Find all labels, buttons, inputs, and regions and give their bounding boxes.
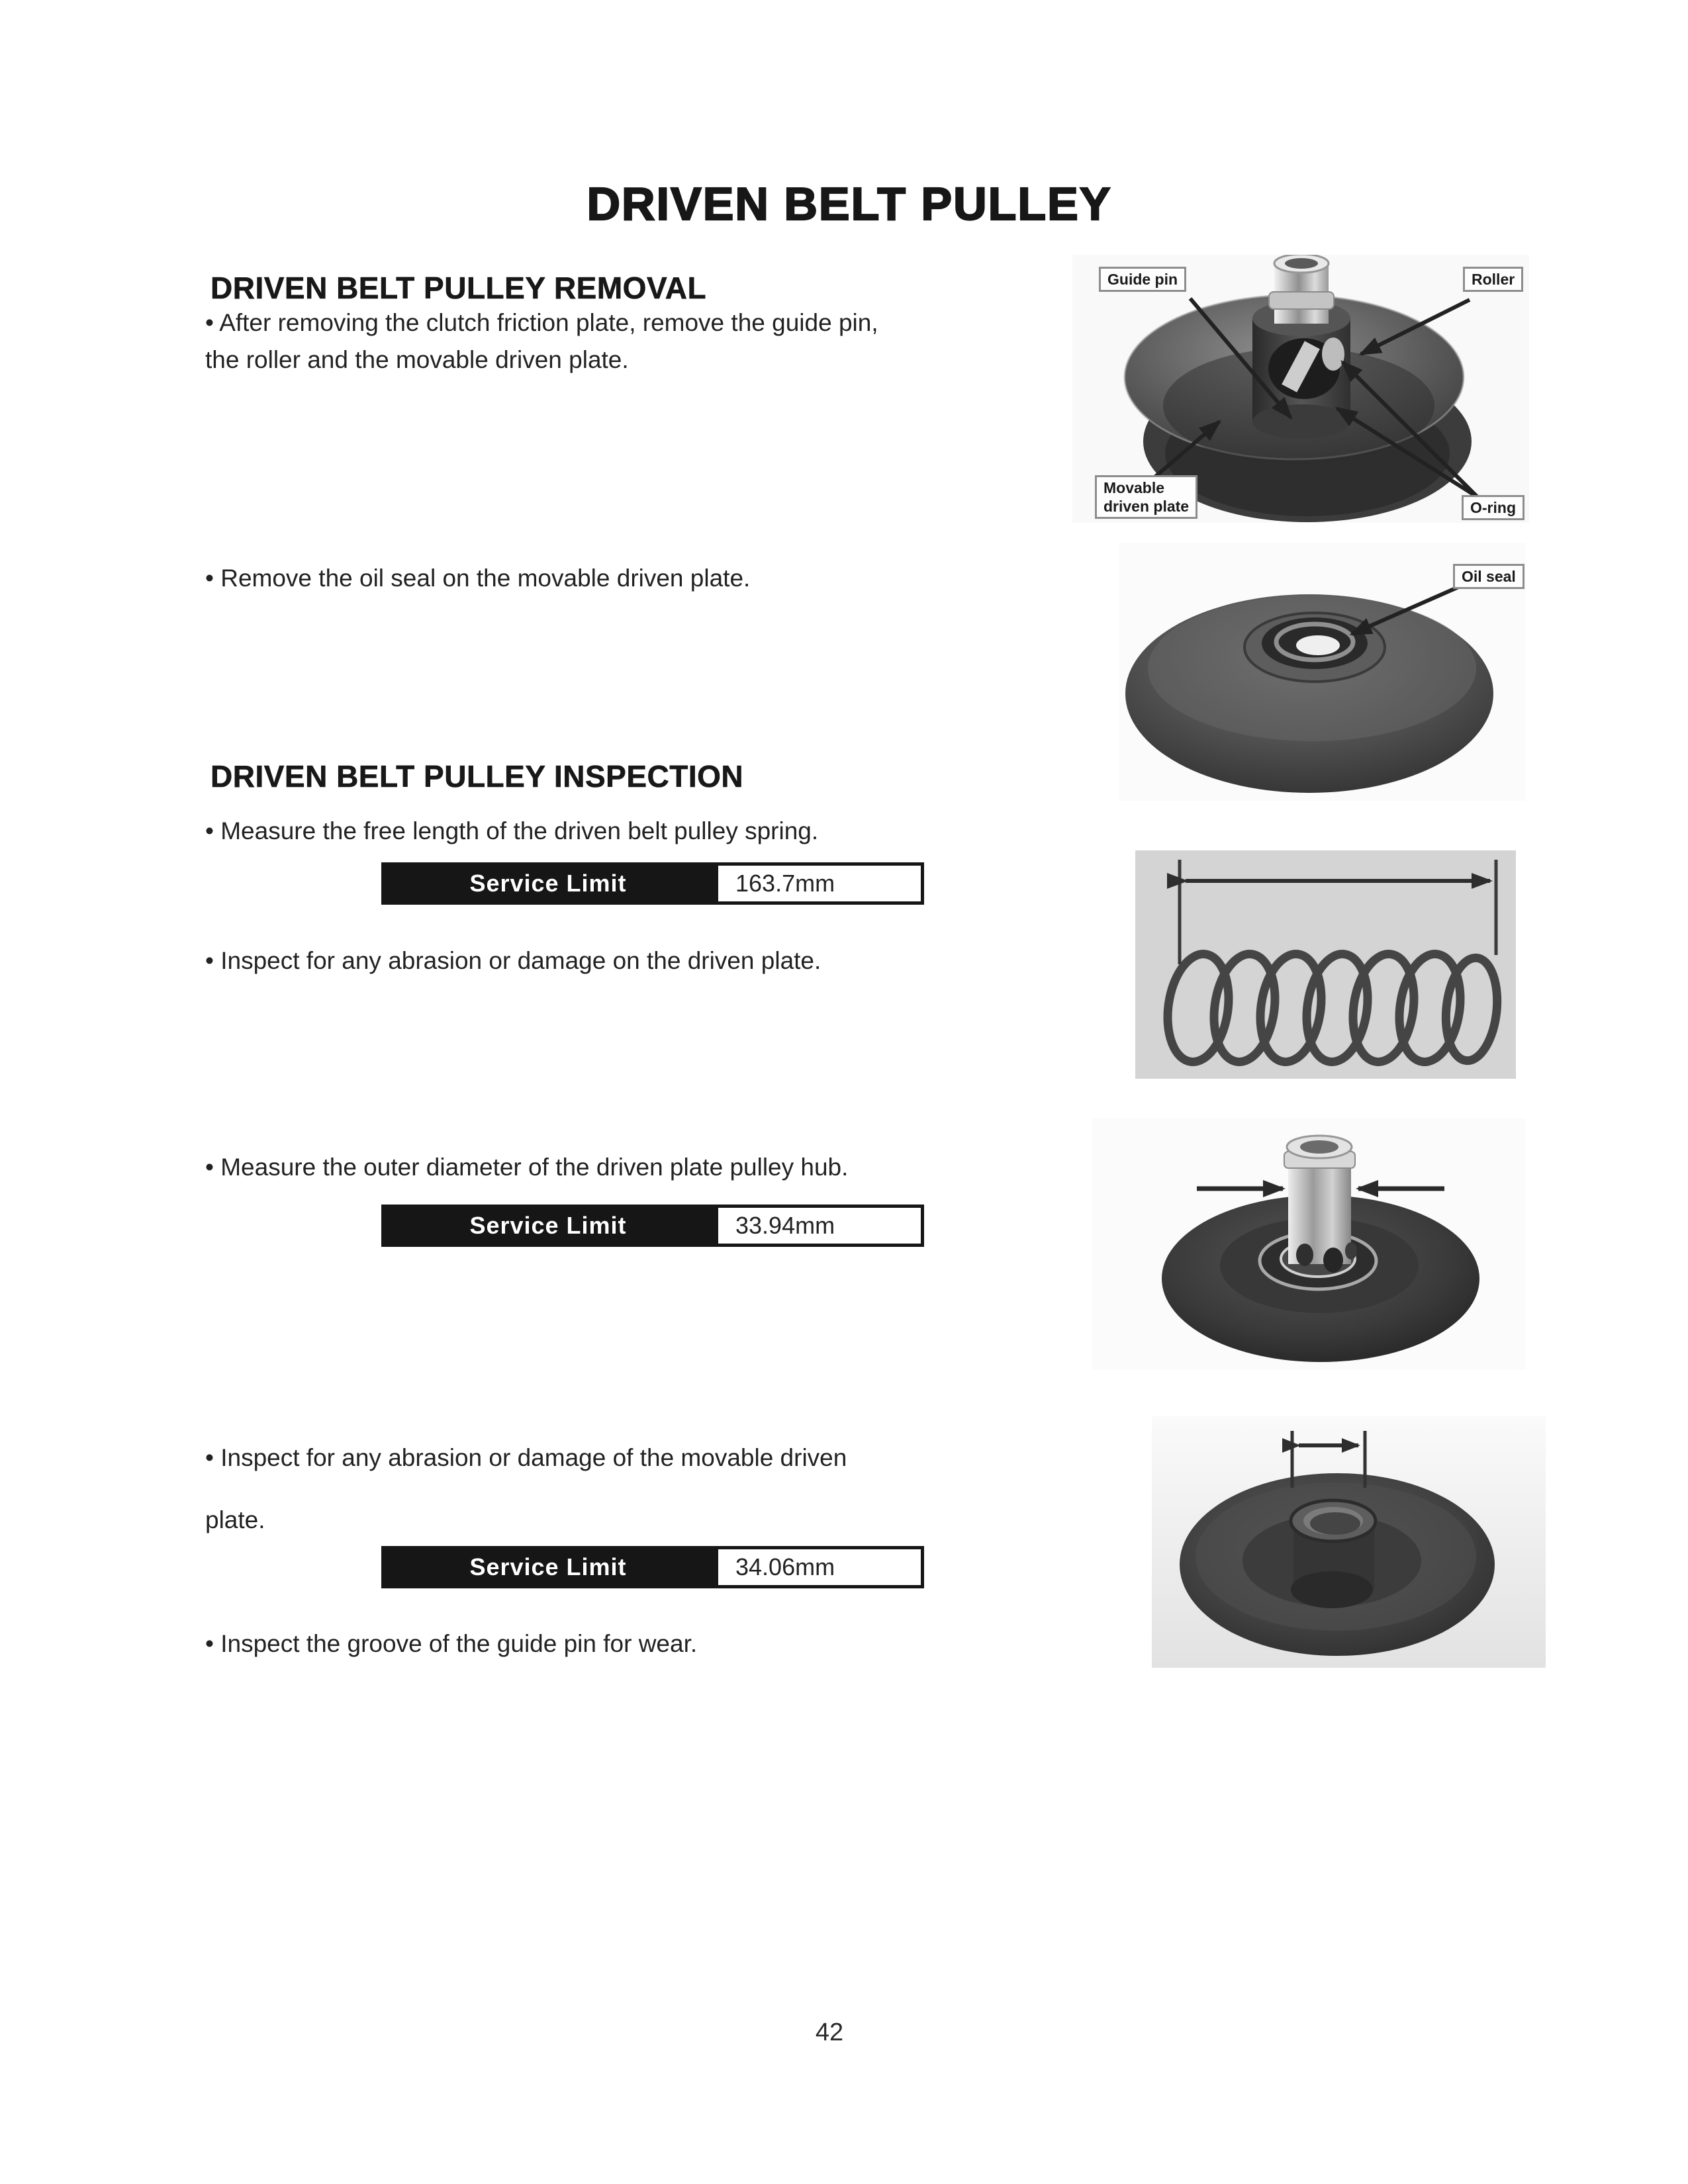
inspection-bullet-4-line-1: • Inspect for any abrasion or damage of the movable driven	[205, 1444, 847, 1471]
removal-bullet-1-line-1: • After removing the clutch friction plate, remove the guide pin,	[205, 309, 878, 336]
removal-bullet-1-line-2: the roller and the movable driven plate.	[205, 346, 629, 373]
heading-removal: DRIVEN BELT PULLEY REMOVAL	[211, 271, 707, 305]
service-limit-label: Service Limit	[381, 1546, 715, 1588]
page-title: DRIVEN BELT PULLEY	[586, 178, 1112, 230]
oil-seal-photo	[1119, 543, 1526, 801]
page-number: 42	[815, 2019, 844, 2046]
oil-seal-callout: Oil seal	[1453, 564, 1524, 589]
removal-bullet-2: • Remove the oil seal on the movable driven plate.	[205, 565, 751, 592]
service-limit-table-hub	[381, 1205, 924, 1247]
service-limit-table-spring	[381, 862, 924, 905]
service-limit-label: Service Limit	[381, 862, 715, 905]
service-limit-label: Service Limit	[381, 1205, 715, 1247]
inspection-bullet-4-line-2: plate.	[205, 1506, 265, 1533]
roller-callout: Roller	[1463, 267, 1523, 292]
inspection-bullet-2: • Inspect for any abrasion or damage on the driven plate.	[205, 947, 821, 974]
guide-pin-callout: Guide pin	[1099, 267, 1186, 292]
service-limit-value: 33.94mm	[715, 1205, 924, 1247]
movable-plate-photo	[1152, 1416, 1546, 1668]
pulley-assembly-photo	[1072, 255, 1529, 523]
inspection-bullet-4	[205, 1427, 1059, 1551]
removal-bullet-1	[205, 304, 1059, 379]
heading-inspection: DRIVEN BELT PULLEY INSPECTION	[211, 759, 744, 794]
service-limit-value: 163.7mm	[715, 862, 924, 905]
pulley-hub-photo	[1092, 1118, 1526, 1370]
movable-plate-illustration	[1152, 1416, 1546, 1668]
spring-illustration	[1135, 850, 1516, 1079]
inspection-bullet-3: • Measure the outer diameter of the driven plate pulley hub.	[205, 1154, 849, 1181]
inspection-bullet-1: • Measure the free length of the driven belt pulley spring.	[205, 817, 819, 844]
inspection-bullet-5: • Inspect the groove of the guide pin for wear.	[205, 1630, 698, 1657]
spring-photo	[1135, 850, 1516, 1079]
o-ring-callout: O-ring	[1462, 495, 1524, 520]
service-limit-value: 34.06mm	[715, 1546, 924, 1588]
movable-driven-plate-callout	[1095, 475, 1197, 519]
service-limit-table-movable-plate	[381, 1546, 924, 1588]
movable-callout-line-1: Movable	[1103, 479, 1165, 496]
movable-callout-line-2: driven plate	[1103, 498, 1190, 515]
pulley-hub-illustration	[1092, 1118, 1526, 1370]
